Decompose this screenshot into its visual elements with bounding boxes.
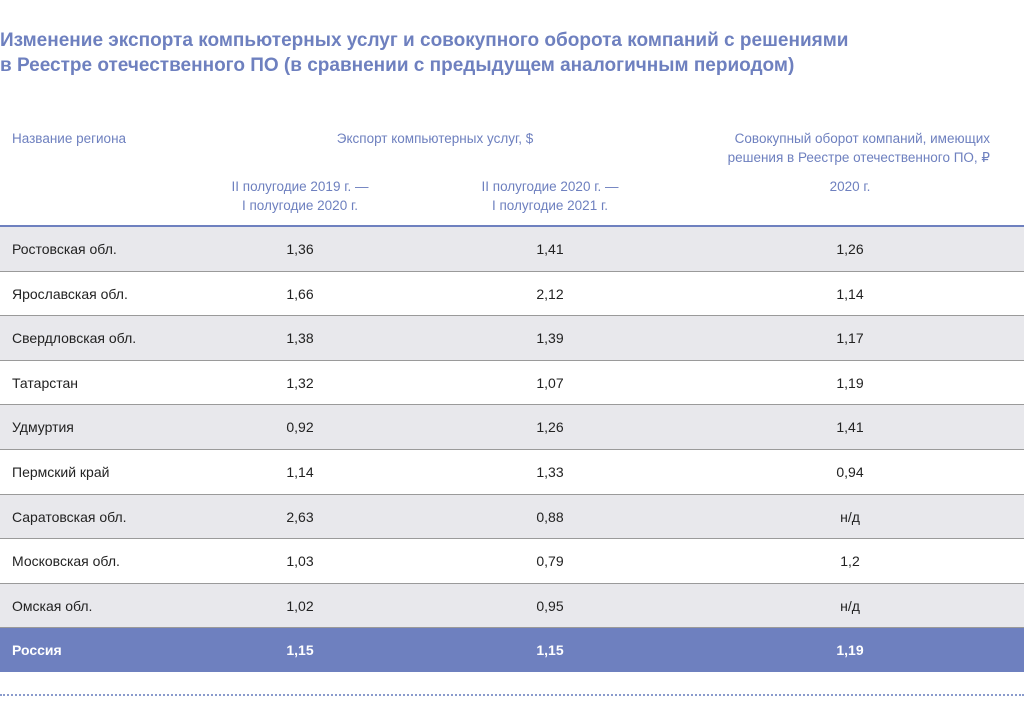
turnover-value: 1,26 — [836, 241, 864, 257]
table-row — [0, 450, 1024, 495]
table-header — [0, 125, 1024, 225]
header-period-2 — [445, 177, 655, 215]
total-name: Россия — [12, 642, 62, 659]
region-name: Свердловская обл. — [12, 330, 137, 347]
total-export-period-1-value: 1,15 — [286, 642, 314, 659]
data-table — [0, 225, 1024, 672]
turnover-value: 1,41 — [836, 419, 864, 436]
region-name: Удмуртия — [12, 419, 74, 436]
export-period-1-value: 2,63 — [286, 508, 314, 525]
turnover-value: 1,17 — [836, 330, 864, 347]
turnover-value: 0,94 — [836, 463, 864, 480]
region-name: Татарстан — [12, 374, 79, 391]
turnover-value: 1,2 — [840, 553, 860, 570]
header-period-1-line-1: II полугодие 2019 г. — — [231, 179, 369, 194]
table-row — [0, 405, 1024, 450]
header-period-1 — [195, 177, 405, 215]
region-name: Пермский край — [12, 463, 110, 480]
table-row — [0, 584, 1024, 629]
region-name: Ярославская обл. — [12, 285, 128, 302]
export-period-1-value: 1,32 — [286, 374, 314, 391]
header-year: 2020 г. — [829, 179, 871, 194]
export-period-2-value: 1,07 — [536, 374, 564, 391]
table-row — [0, 272, 1024, 317]
header-region: Название региона — [12, 131, 127, 146]
header-turnover — [690, 129, 990, 167]
export-period-2-value: 1,39 — [536, 330, 564, 347]
turnover-value: 1,14 — [836, 285, 864, 302]
region-name: Омская обл. — [12, 597, 93, 614]
export-period-1-value: 1,14 — [286, 463, 314, 480]
table-row — [0, 316, 1024, 361]
table-row — [0, 539, 1024, 584]
dotted-divider — [0, 694, 1024, 696]
header-period-1-line-2: I полугодие 2020 г. — [242, 198, 358, 213]
region-name: Саратовская обл. — [12, 508, 127, 525]
region-name: Ростовская обл. — [12, 241, 117, 257]
header-turnover-line-2: решения в Реестре отечественного ПО, ₽ — [727, 150, 990, 165]
export-period-1-value: 0,92 — [286, 419, 314, 436]
total-export-period-2-value: 1,15 — [536, 642, 564, 659]
header-export: Экспорт компьютерных услуг, $ — [336, 131, 534, 146]
export-period-2-value: 0,95 — [536, 597, 564, 614]
turnover-value: 1,19 — [836, 374, 864, 391]
export-period-2-value: 1,26 — [536, 419, 564, 436]
export-period-1-value: 1,03 — [286, 553, 314, 570]
page-title — [0, 28, 1000, 78]
title-line-2: в Реестре отечественного ПО (в сравнении с предыдущем аналогичным периодом) — [0, 55, 795, 76]
region-name: Московская обл. — [12, 553, 120, 570]
header-period-2-line-1: II полугодие 2020 г. — — [481, 179, 619, 194]
table-row — [0, 361, 1024, 406]
export-period-1-value: 1,38 — [286, 330, 314, 347]
total-row — [0, 628, 1024, 672]
export-period-2-value: 1,41 — [536, 241, 564, 257]
header-period-2-line-2: I полугодие 2021 г. — [492, 198, 608, 213]
export-period-1-value: 1,36 — [286, 241, 314, 257]
turnover-value: н/д — [840, 508, 860, 525]
table-row — [0, 495, 1024, 540]
total-turnover-value: 1,19 — [836, 642, 864, 659]
export-period-2-value: 0,88 — [536, 508, 564, 525]
export-period-2-value: 0,79 — [536, 553, 564, 570]
title-line-1: Изменение экспорта компьютерных услуг и совокупного оборота компаний с решениями — [0, 30, 849, 51]
export-period-2-value: 1,33 — [536, 463, 564, 480]
export-period-2-value: 2,12 — [536, 285, 564, 302]
export-period-1-value: 1,66 — [286, 285, 314, 302]
table-row — [0, 227, 1024, 272]
export-period-1-value: 1,02 — [286, 597, 314, 614]
turnover-value: н/д — [840, 597, 860, 614]
header-turnover-line-1: Совокупный оборот компаний, имеющих — [734, 131, 990, 146]
